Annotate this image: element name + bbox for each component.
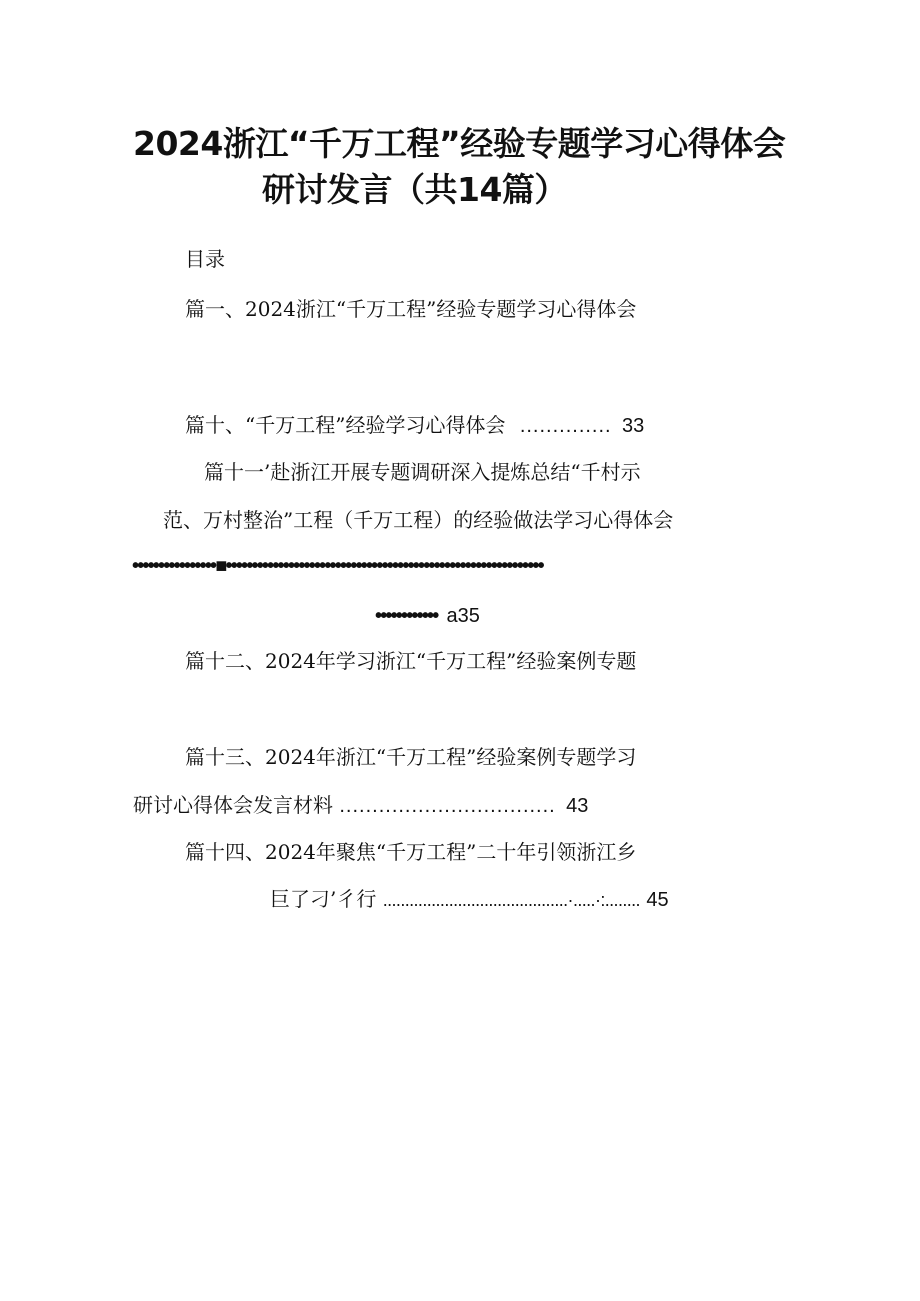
toc-heading: 目录 bbox=[185, 247, 225, 271]
toc-entry-13-page: 43 bbox=[566, 795, 589, 817]
document-title-line-1: 2024浙江“千万工程”经验专题学习心得体会 bbox=[133, 124, 786, 163]
toc-entry-1[interactable]: 篇一、2024浙江“千万工程”经验专题学习心得体会 bbox=[185, 297, 637, 321]
toc-entry-11-page-row[interactable] bbox=[375, 606, 480, 626]
toc-entry-14-line-1[interactable]: 篇十四、2024年聚焦“千万工程”二十年引领浙江乡 bbox=[185, 840, 637, 864]
toc-entry-10-leader: .............. bbox=[519, 415, 612, 437]
toc-entry-13-line-2[interactable] bbox=[133, 795, 588, 816]
toc-entry-10-page: 33 bbox=[621, 415, 645, 437]
toc-entry-11-line-2[interactable]: 范、万村整治”工程（千万工程）的经验做法学习心得体会 bbox=[163, 508, 674, 532]
toc-entry-13-text: 研讨心得体会发言材料 bbox=[133, 793, 333, 817]
toc-entry-11-leader-right: ••••••••••••••••••••••••••••••••••••••••••••••••••••••••••••• bbox=[225, 555, 543, 577]
toc-entry-10[interactable] bbox=[185, 415, 644, 436]
toc-entry-11-leader-left: ••••••••••••••••■ bbox=[132, 555, 226, 577]
document-title-line-2: 研讨发言（共14篇） bbox=[262, 170, 567, 209]
toc-entry-13-leader: ................................. bbox=[339, 795, 556, 817]
toc-entry-11-line-1[interactable]: 篇十一’赴浙江开展专题调研深入提炼总结“千村示 bbox=[204, 460, 641, 484]
toc-entry-11-leader-row bbox=[132, 556, 543, 576]
toc-entry-11-leader-short: •••••••••••• bbox=[375, 605, 438, 627]
toc-entry-13-line-1[interactable]: 篇十三、2024年浙江“千万工程”经验案例专题学习 bbox=[185, 745, 637, 769]
toc-entry-11-page: a35 bbox=[446, 605, 480, 627]
toc-entry-14-page: 45 bbox=[646, 889, 669, 911]
toc-entry-12[interactable]: 篇十二、2024年学习浙江“千万工程”经验案例专题 bbox=[185, 649, 637, 673]
toc-entry-10-text: 篇十、“千万工程”经验学习心得体会 bbox=[185, 413, 506, 437]
toc-entry-14-leader: ..........................................·.....·:........ bbox=[382, 890, 640, 910]
toc-entry-14-text: 巨了刁’彳行 bbox=[270, 887, 377, 911]
toc-entry-14-line-2[interactable] bbox=[270, 889, 669, 910]
